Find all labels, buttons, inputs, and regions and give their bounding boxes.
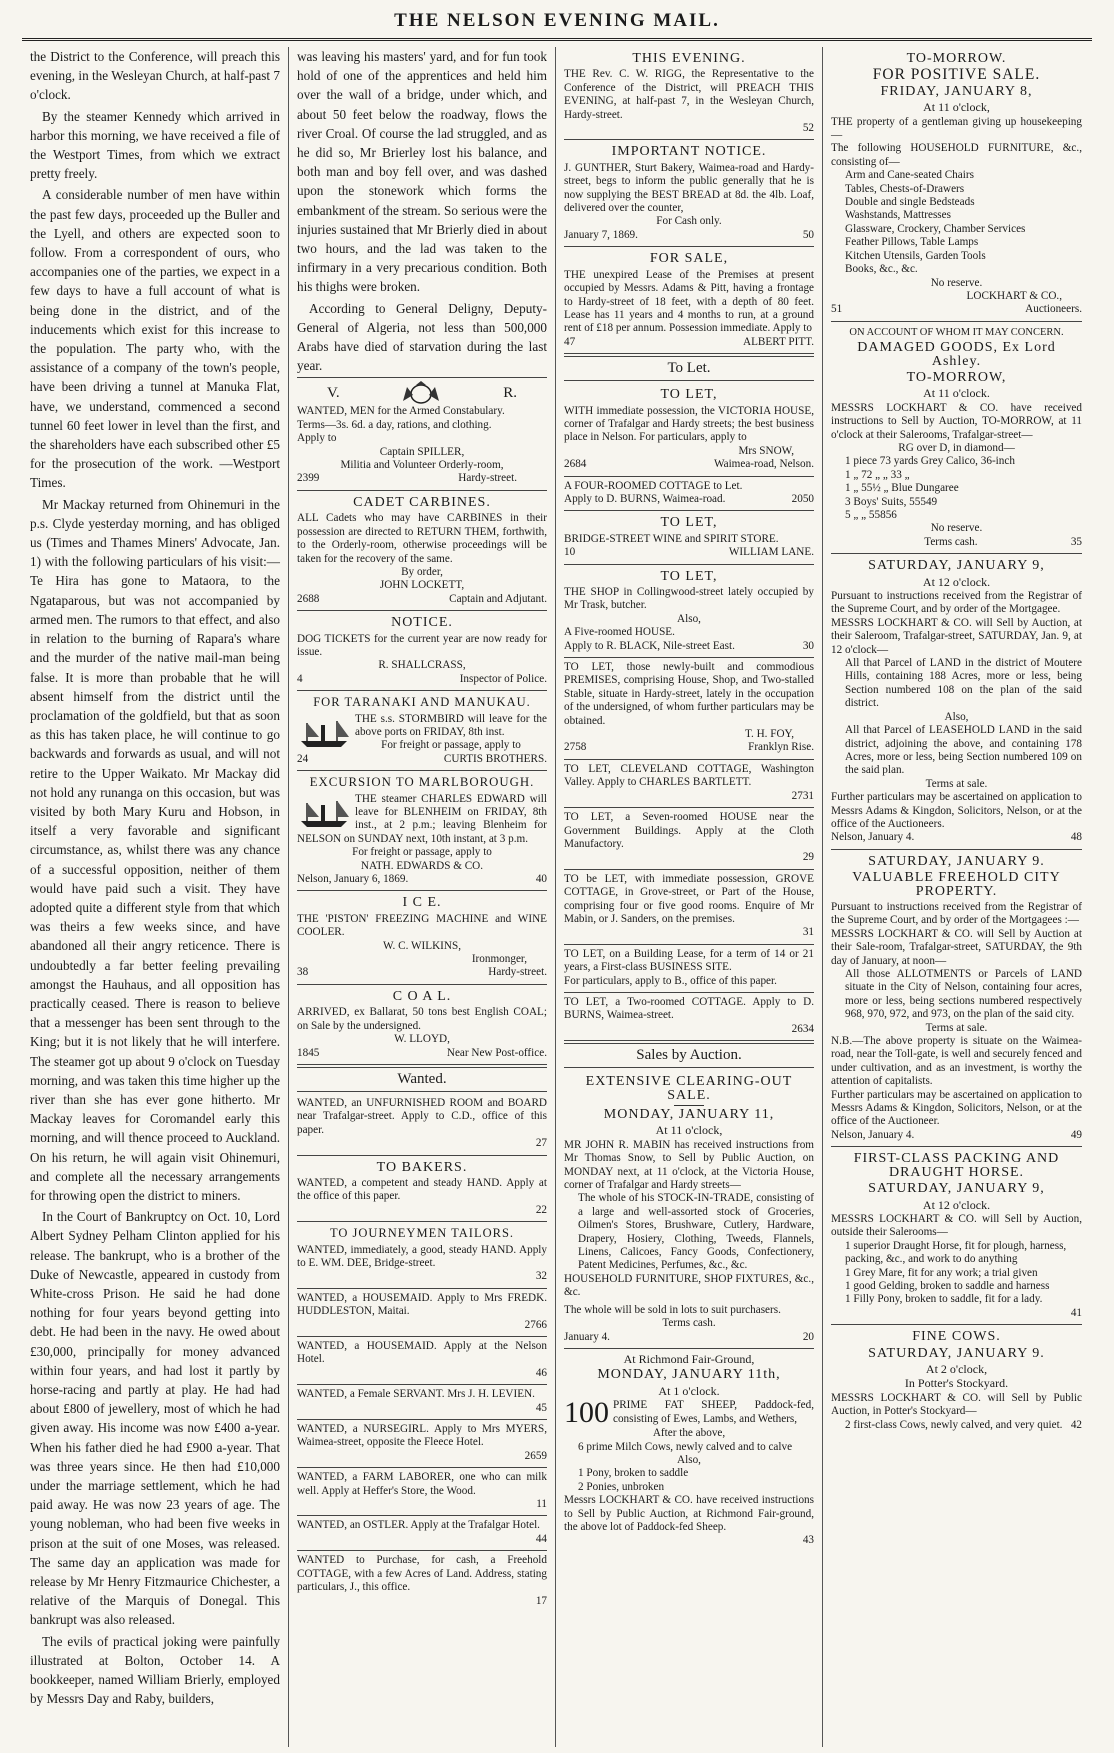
- ad-text: THE property of a gentleman giving up housekeeping—: [831, 115, 1082, 142]
- ad-text: MESSRS LOCKHART & CO. will Sell by Auction, at their Saleroom, Trafalgar-street, SATURDAY, Jan. 9, at 12 o'clock—: [831, 616, 1082, 656]
- ad-apply: Apply to: [297, 432, 337, 445]
- ad-text: MESSRS LOCKHART & CO. have received instructions to Sell by Auction, TO-MORROW, at 11 o'clock at their Salerooms, Trafalgar-street—: [831, 401, 1082, 441]
- ad-name: W. C. WILKINS,: [383, 939, 461, 952]
- ad-number: 11: [536, 1498, 547, 1511]
- ad-title: I C E.: [402, 895, 442, 911]
- ad-pony: 1 Pony, broken to saddle: [578, 1467, 689, 1480]
- ad-number: 2634: [791, 1022, 814, 1035]
- ad-title: SATURDAY, JANUARY 9,: [868, 558, 1045, 574]
- ad-apply: For freight or passage, apply to: [352, 846, 492, 859]
- list-item: Kitchen Utensils, Garden Tools: [845, 249, 986, 262]
- ad-text: TO LET, those newly-built and commodious PREMISES, comprising House, Shop, and Two-stalled Stable, situate in Hardy-street, lately in the occupation of the undersigned, of whom further particulars may be obtained.: [564, 661, 814, 727]
- ad-two-roomed-cottage: [564, 993, 814, 1041]
- ad-name: WILLIAM LANE.: [728, 546, 814, 559]
- ad-apply: Apply to D. BURNS, Waimea-road.: [564, 492, 726, 505]
- ad-terms: Terms cash.: [662, 1317, 716, 1330]
- ad-role: Ironmonger,: [471, 953, 527, 966]
- ad-seven-roomed-house: [564, 808, 814, 870]
- ad-role: Auctioneers.: [1025, 303, 1082, 316]
- ad-title: FOR TARANAKI AND MANUKAU.: [313, 695, 531, 710]
- ad-title: FIRST-CLASS PACKING AND DRAUGHT HORSE.: [853, 1151, 1060, 1180]
- ad-by: By order,: [401, 565, 443, 578]
- ad-after: After the above,: [652, 1427, 726, 1440]
- ad-this-evening: [564, 47, 814, 140]
- ad-title: TO JOURNEYMEN TAILORS.: [329, 1226, 515, 1241]
- ad-nursegirl: [297, 1420, 547, 1468]
- ad-number: 40: [535, 873, 547, 886]
- ad-name: Captain SPILLER,: [379, 445, 465, 458]
- news-paragraph: By the steamer Kennedy which arrived in harbor this morning, we have received a file of the Westport Times, from which we extract pretty freely.: [30, 108, 280, 182]
- ad-title: FOR SALE,: [649, 251, 729, 267]
- ad-lot: All that Parcel of LAND in the district of Moutere Hills, containing 188 Acres, more or less, being Section numbered 108 on the plan of the said district.: [845, 657, 1082, 710]
- ad-street: Franklyn Rise.: [748, 741, 814, 754]
- ad-street: Hardy-street.: [488, 966, 547, 979]
- ad-name: NATH. EDWARDS & CO.: [360, 859, 484, 872]
- ad-street: Hardy-street.: [458, 472, 517, 485]
- ad-collingwood-shop: [564, 565, 814, 658]
- ad-number: 52: [802, 122, 814, 135]
- ad-name: Mrs SNOW,: [738, 444, 794, 457]
- ad-victoria-house: [564, 383, 814, 476]
- ad-apply: Apply to R. BLACK, Nile-street East.: [564, 639, 735, 652]
- ad-number: 2766: [524, 1318, 547, 1331]
- ad-role: Inspector of Police.: [459, 672, 547, 685]
- ad-text: WANTED, a competent and steady HAND. Apply at the office of this paper.: [297, 1176, 547, 1203]
- ad-text: WANTED, a NURSEGIRL. Apply to Mrs MYERS, Waimea-street, opposite the Fleece Hotel.: [297, 1423, 547, 1449]
- crest-letter-right: R.: [503, 384, 517, 401]
- ad-number: 10: [564, 546, 576, 559]
- ad-street: Waimea-road, Nelson.: [713, 458, 814, 471]
- news-paragraph: The evils of practical joking were painfully illustrated at Bolton, October 14. A bookkeeper, named William Brierly, employed by Messrs Day and Raby, builders,: [30, 1633, 280, 1707]
- ad-number: 29: [802, 851, 814, 864]
- ad-date: SATURDAY, JANUARY 9,: [868, 1181, 1045, 1197]
- ad-wine-store: [564, 511, 814, 564]
- ad-number: 1845: [297, 1046, 320, 1059]
- ad-taranaki: [297, 691, 547, 771]
- ad-number: 47: [564, 335, 576, 348]
- ad-number: 2399: [297, 472, 320, 485]
- ad-number: 30: [802, 639, 814, 652]
- ad-coal: [297, 985, 547, 1065]
- ad-number: 38: [297, 966, 309, 979]
- ad-draught-horse: [831, 1147, 1082, 1325]
- column-3: [556, 47, 823, 1747]
- ad-text: MR JOHN R. MABIN has received instructions from Mr Thomas Snow, to Sell by Public Auction, on MONDAY next, at 11 o'clock, at the Victoria House, corner of Trafalgar and Hardy streets—: [564, 1138, 814, 1192]
- ad-title: EXCURSION TO MARLBOROUGH.: [309, 775, 535, 790]
- ad-building-lease: [564, 945, 814, 993]
- ad-role: Captain and Adjutant.: [449, 592, 547, 605]
- ad-text: WANTED, an OSTLER. Apply at the Trafalgar Hotel.: [297, 1519, 540, 1532]
- ad-title: EXTENSIVE CLEARING-OUT SALE.: [585, 1074, 793, 1103]
- ad-text: WANTED to Purchase, for cash, a Freehold COTTAGE, with a few Acres of Land. Address, stating particulars, J., this office.: [297, 1554, 547, 1594]
- ad-text: THE Rev. C. W. RIGG, the Representative to the Conference of the District, will PREACH THIS EVENING, at half-past 7, in the Wesleyan Church, Hardy-street.: [564, 68, 814, 121]
- ad-excursion: [297, 771, 547, 891]
- ad-lots: The whole will be sold in lots to suit purchasers.: [564, 1303, 781, 1316]
- ad-date: Nelson, January 6, 1869.: [297, 873, 409, 886]
- ad-mark: RG over D, in diamond—: [898, 441, 1015, 454]
- ad-title: TO LET,: [660, 515, 718, 531]
- ad-date: FRIDAY, JANUARY 8,: [880, 83, 1033, 99]
- ad-big-number: 100: [564, 1396, 609, 1430]
- ad-purchase: [297, 1551, 547, 1612]
- ad-number: 49: [1070, 1128, 1082, 1141]
- ad-also: Also,: [677, 1453, 701, 1466]
- ad-text: WANTED, a Female SERVANT. Mrs J. H. LEVIEN.: [297, 1388, 535, 1401]
- ad-apply: For freight or passage, apply to: [381, 739, 521, 752]
- ad-nb: N.B.—The above property is situate on the Waimea-road, near the Toll-gate, is well and securely fenced and under cultivation, and as an investment, is worthy the attention of capitalists.: [831, 1035, 1082, 1088]
- ad-time: At 12 o'clock.: [922, 574, 991, 589]
- column-1: [22, 47, 289, 1747]
- ad-for-sale: [564, 247, 814, 354]
- ad-room-wanted: [297, 1094, 547, 1156]
- list-item: Washstands, Mattresses: [845, 209, 951, 222]
- royal-crest: [297, 381, 547, 405]
- ad-text: MESSRS LOCKHART & CO. will Sell by Auction, outside their Salerooms—: [831, 1212, 1082, 1239]
- ad-number: 27: [535, 1137, 547, 1150]
- ad-richmond-sheep: [564, 1349, 814, 1552]
- ad-number: 2659: [524, 1449, 547, 1462]
- steamship-icon: [297, 713, 351, 751]
- ad-number: 41: [1070, 1306, 1082, 1319]
- ad-text: TO LET, a Two-roomed COTTAGE. Apply to D. BURNS, Waimea-street.: [564, 995, 814, 1022]
- ad-number: 2758: [564, 741, 587, 754]
- ad-text: WANTED, MEN for the Armed Constabulary.: [297, 405, 505, 418]
- ad-sub: TO-MORROW,: [906, 369, 1007, 385]
- ad-title: NOTICE.: [391, 615, 453, 631]
- list-item: 1 Filly Pony, broken to saddle, fit for a lady.: [845, 1293, 1043, 1306]
- news-paragraph: was leaving his masters' yard, and for fun took hold of one of the apprentices and held him over the wall of a bridge, under which, and about 50 feet below the roadway, flows the river Croal. Of course the lad struggled, and as he did so, Mr Brierley lost his balance, and both man and boy fell over, and was dashed upon the stonework which forms the embankment of the stream. So serious were the injuries sustained that Mr Brierly died in about two hours, and the lad was taken to the infirmary in a very precarious condition. Both his thighs were broken.: [297, 49, 547, 295]
- ad-stock: The whole of his STOCK-IN-TRADE, consisting of a large and well-assorted stock of Groceries, Oilmen's Stores, Brushware, Cutlery, Hardware, Drapery, Hosiery, Clothing, Tweeds, Flannels, Linens, Calicoes, Fancy Goods, Confectionery, Patent Medicines, Perfumes, &c., &c.: [578, 1192, 814, 1272]
- ad-time: At 1 o'clock.: [658, 1383, 720, 1398]
- ad-title: DAMAGED GOODS, Ex Lord Ashley.: [857, 340, 1056, 369]
- ad-name: T. H. FOY,: [744, 728, 794, 741]
- ad-number: 22: [535, 1203, 547, 1216]
- list-item: 3 Boys' Suits, 55549: [845, 495, 938, 508]
- list-item: 1 superior Draught Horse, fit for plough, harness, packing, &c., and work to do anything: [845, 1239, 1067, 1266]
- ad-tailors: [297, 1222, 547, 1289]
- ad-street: Near New Post-office.: [446, 1046, 547, 1059]
- crest-icon: [391, 381, 451, 405]
- ad-five-roomed: A Five-roomed HOUSE.: [564, 626, 675, 639]
- ad-ostler: [297, 1516, 547, 1551]
- ad-time: At 11 o'clock,: [923, 100, 990, 115]
- ad-text: WANTED, an UNFURNISHED ROOM and BOARD near Trafalgar-street. Apply to C.D., office of this paper.: [297, 1096, 547, 1136]
- ad-ponies: 2 Ponies, unbroken: [578, 1480, 665, 1493]
- ad-terms: Terms at sale.: [925, 1021, 988, 1034]
- ad-text: THE SHOP in Collingwood-street lately occupied by Mr Trask, butcher.: [564, 586, 814, 612]
- ad-cash: For Cash only.: [656, 215, 722, 228]
- ad-number: 2684: [564, 458, 587, 471]
- ad-also: Also,: [944, 710, 969, 723]
- ad-time: At 2 o'clock,: [925, 1361, 988, 1376]
- ad-city-property: [831, 850, 1082, 1148]
- list-item: Arm and Cane-seated Chairs: [845, 169, 974, 182]
- ad-account: ON ACCOUNT OF WHOM IT MAY CONCERN.: [849, 326, 1064, 338]
- ad-following: The following HOUSEHOLD FURNITURE, &c., consisting of—: [831, 142, 1082, 168]
- ad-important-notice: [564, 140, 814, 247]
- ad-text: WANTED, immediately, a good, steady HAND. Apply to E. WM. DEE, Bridge-street.: [297, 1243, 547, 1269]
- ad-text: DOG TICKETS for the current year are now ready for issue.: [297, 632, 547, 658]
- ad-text: PRIME FAT SHEEP, Paddock-fed, consisting of Ewes, Lambs, and Wethers,: [613, 1399, 814, 1425]
- ad-cows: 6 prime Milch Cows, newly calved and to calve: [578, 1440, 793, 1453]
- list-item: 2 first-class Cows, newly calved, and very quiet.: [845, 1418, 1063, 1431]
- ad-number: 4: [297, 672, 303, 685]
- ad-number: 44: [535, 1532, 547, 1545]
- ad-lot: All that Parcel of LEASEHOLD LAND in the said district, adjoining the above, and containing 178 Acres, more or less, being Section numbered 109 on the said plan.: [845, 724, 1082, 777]
- ad-date: SATURDAY, JANUARY 9.: [868, 1345, 1045, 1361]
- ad-time: At 11 o'clock,: [655, 1123, 723, 1138]
- ad-number: 51: [831, 303, 843, 316]
- ad-number: 35: [1070, 535, 1082, 548]
- ad-title: IMPORTANT NOTICE.: [611, 144, 767, 160]
- ad-time: At 11 o'clock.: [923, 386, 990, 401]
- ad-servant: [297, 1385, 547, 1420]
- ad-date: MONDAY, JANUARY 11,: [603, 1107, 775, 1122]
- news-paragraph: According to General Deligny, Deputy-General of Algeria, not less than 500,000 Arabs have died of starvation during the last year.: [297, 300, 547, 374]
- list-item: 5 „ „ 55856: [845, 509, 897, 521]
- ad-text: TO be LET, with immediate possession, GROVE COTTAGE, in Grove-street, or Part of the House, comprising four or five good rooms. Enquire of Mr Mabin, or J. Sanders, on the premises.: [564, 872, 814, 925]
- ad-number: 43: [802, 1534, 814, 1547]
- ad-farm-laborer: [297, 1468, 547, 1516]
- ad-number: 2731: [791, 789, 814, 802]
- ad-footer: Messrs LOCKHART & CO. have received instructions to Sell by Public Auction, at Richmond Fair-ground, the above lot of Paddock-fed Sheep.: [564, 1494, 814, 1533]
- ad-furniture: HOUSEHOLD FURNITURE, SHOP FIXTURES, &c., &c.: [564, 1272, 814, 1299]
- ad-number: 45: [535, 1401, 547, 1414]
- ad-number: 48: [1070, 831, 1082, 844]
- list-item: 1 „ 55½ „ Blue Dungaree: [845, 482, 959, 495]
- ad-apply: For particulars, apply to B., office of this paper.: [564, 974, 777, 987]
- ad-lot: All those ALLOTMENTS or Parcels of LAND situate in the City of Nelson, containing four acres, more or less, being sections numbered respectively 968, 970, 972, and 973, on the plan of the said city.: [845, 968, 1082, 1021]
- ad-text: THE unexpired Lease of the Premises at present occupied by Messrs. Adams & Pitt, having a frontage to Hardy-street of 18 feet, with a depth of 80 feet. Lease has 11 years and 4 months to run, at a ground rent of £18 per annum. Possession immediate. Apply to: [564, 268, 814, 335]
- ad-further: Further particulars may be ascertained on application to Messrs Adams & Kingdon, Solicitors, Nelson, or at the office of the Auctioneers.: [831, 791, 1082, 830]
- ad-text: THE steamer CHARLES EDWARD will leave for BLENHEIM on FRIDAY, 8th inst., at 2 p.m.; leaving Blenheim for NELSON on SUNDAY next, 10th instant, at 3 p.m.: [297, 792, 547, 845]
- ad-pursuant: Pursuant to instructions received from the Registrar of the Supreme Court, and by order of the Mortgagee.: [831, 590, 1082, 616]
- ad-text: TO LET, a Seven-roomed HOUSE near the Government Buildings. Apply at the Cloth Manufactory.: [564, 811, 814, 850]
- ad-grove-cottage: [564, 870, 814, 945]
- ad-text: TO LET, on a Building Lease, for a term of 14 or 21 years, a First-class BUSINESS SITE.: [564, 947, 814, 974]
- ad-title: TO LET,: [660, 387, 718, 403]
- list-item: 1 piece 73 yards Grey Calico, 36-inch: [845, 455, 1015, 468]
- column-4: [823, 47, 1090, 1747]
- list-item: 1 „ 72 „ „ 33 „: [845, 468, 910, 481]
- ad-title: C O A L.: [392, 988, 452, 1004]
- news-paragraph: A considerable number of men have within the past few days, proceeded up the Buller and the Lyell, and others are expected soon to follow. From a correspondent of ours, who accompanies one of the parties, we expect in a few days to have a full account of what is being done in the district, and of the inducements which exist for this increase to the population. The party who, with the assistance of a company of the town's people, have been driving a tunnel at Manuka Flat, have, we understand, commenced a second tunnel 60 feet lower in level than the first, and the shareholders have each subscribed other £5 for the prosecution of the work. —Westport Times.: [30, 187, 280, 491]
- ad-number: 31: [802, 926, 814, 939]
- ad-number: 2050: [791, 492, 814, 505]
- column-2: [289, 47, 556, 1747]
- ad-text: WANTED, a FARM LABORER, one who can milk well. Apply at Heffer's Store, the Wood.: [297, 1471, 547, 1497]
- ad-housemaid-1: [297, 1289, 547, 1337]
- ad-sale: FOR POSITIVE SALE.: [872, 66, 1041, 84]
- ad-notice: [297, 611, 547, 691]
- ad-title: TO LET,: [660, 568, 718, 584]
- ad-armed-constabulary: [297, 377, 547, 490]
- section-heading-to-let: To Let.: [564, 356, 814, 381]
- ad-name: JOHN LOCKETT,: [379, 579, 465, 592]
- list-item: Books, &c., &c.: [845, 263, 918, 276]
- ad-time: At 12 o'clock.: [922, 1197, 991, 1212]
- ad-cadet-carbines: [297, 491, 547, 611]
- ad-terms: Terms cash.: [924, 535, 978, 548]
- ad-text: ARRIVED, ex Ballarat, 50 tons best English COAL; on Sale by the undersigned.: [297, 1006, 547, 1032]
- ad-title: SATURDAY, JANUARY 9.: [868, 853, 1045, 869]
- ad-text: THE 'PISTON' FREEZING MACHINE and WINE COOLER.: [297, 912, 547, 939]
- ad-text: J. GUNTHER, Sturt Bakery, Waimea-road and Hardy-street, begs to inform the public generally that he is now supplying the BEST BREAD at 8d. the 4lb. Loaf, delivered over the counter,: [564, 161, 814, 215]
- ad-number: 24: [297, 752, 309, 765]
- ad-terms: Terms—3s. 6d. a day, rations, and clothing.: [297, 418, 492, 431]
- ad-text: ALL Cadets who may have CARBINES in their possession are directed to RETURN THEM, forthwith, to the Orderly-room, otherwise proceedings will be taken for the recovery of the same.: [297, 512, 547, 565]
- ad-reserve: No reserve.: [930, 522, 983, 535]
- steamship-icon: [297, 793, 351, 831]
- list-item: 1 good Gelding, broken to saddle and harness: [845, 1279, 1050, 1292]
- ad-pursuant: Pursuant to instructions received from the Registrar of the Supreme Court, and by order of the Mortgagees :—: [831, 900, 1082, 927]
- ad-date: MONDAY, JANUARY 11th,: [597, 1367, 781, 1383]
- ad-cleveland-cottage: [564, 760, 814, 808]
- ad-sub: VALUABLE FREEHOLD CITY PROPERTY.: [852, 870, 1061, 899]
- news-paragraph: In the Court of Bankruptcy on Oct. 10, Lord Albert Sydney Pelham Clinton applied for his release. The bankrupt, who is a brother of the Duke of Newcastle, appeared in custody from White-cross Prison. He said he had done nothing for four years beyond getting into debt. He had been in the navy. He owed about £30,000, principally for money advanced within four years, and had lost it partly by horse-racing and partly at play. He had had about £800 of jewellery, most of which he had given away. His income was now £400 a-year. When his father died he had £900 a-year. That was three years since. He then had £10,000 under the marriage settlement, which he had paid away. He was now 23 years of age. The young nobleman, who had been five weeks in prison at the suit of one Moses, was released. The same day an application was made for release by Mr Henry Fitzmaurice Chichester, a relative of the Marquis of Donegal. This bankrupt was also released.: [30, 1209, 280, 1628]
- ad-number: 32: [535, 1270, 547, 1283]
- news-paragraph: the District to the Conference, will preach this evening, in the Wesleyan Church, at half-past 7 o'clock.: [30, 49, 280, 103]
- ad-date: January 7, 1869.: [564, 228, 638, 241]
- ad-bakers: [297, 1156, 547, 1223]
- ad-title: TO-MORROW.: [906, 51, 1007, 66]
- ad-name: LOCKHART & CO.,: [966, 289, 1062, 302]
- ad-date: Nelson, January 4.: [831, 831, 915, 844]
- ad-number: 46: [535, 1366, 547, 1379]
- ad-text: MESSRS LOCKHART & CO. will Sell by Auction at their Sale-room, Trafalgar-street, SATURDAY, the 9th day of January, at noon—: [831, 927, 1082, 967]
- news-paragraph: Mr Mackay returned from Ohinemuri in the p.s. Clyde yesterday morning, and has obliged us (Times and Thames Miners' Advocate, Jan. 1) with the following particulars of his visit:—Te Hira has gone to Mataora, to the Ngataparous, but was not accompanied by armed men. The rumors to that effect, and also in relation to the burning of Rapara's whare and the murder of the native mail-man being false. It is more than probable that he will absent himself from the district until the proclamation of the goldfield, but that as soon as this has taken place, he will continue to go backwards and forwards as usual, and will not retire to the Upper Waikato. Mr Mackay did not hold any runanga on this occasion, but was visited by both Mary Kuru and Hobson, in itself a very favorable and significant circumstance, as, whilst there was any chance of a successful opposition, neither of them would have paid such a visit. They have adopted quite a different style from that which was theirs a few weeks since, and have abandoned all their angry reticence. There is undoubtedly a far better feeling prevailing amongst the Hauhaus, and all opposition has practically ceased. There is reason to believe that a messenger has been sent through to the King; but it is not likely that he will interfere. The steamer got up about 9 o'clock on Tuesday morning, and was taken this time higher up the river than she has ever gone hitherto. Mr Mackay leaves for Coromandel early this morning, and will thence proceed to Auckland. On his return, he will again visit Ohinemuri, and complete all the necessary arrangements for throwing open the district to miners.: [30, 496, 280, 1203]
- ad-name: ALBERT PITT.: [742, 335, 814, 348]
- ad-office: Militia and Volunteer Orderly-room,: [340, 459, 504, 472]
- ad-number: 17: [535, 1594, 547, 1607]
- ad-text: MESSRS LOCKHART & CO. will Sell by Public Auction, in Potter's Stockyard—: [831, 1391, 1082, 1418]
- ad-further: Further particulars may be ascertained on application to Messrs Adams & Kingdon, Solicitors, Nelson, or at the office of the Auctioneer.: [831, 1088, 1082, 1128]
- section-heading-auction: Sales by Auction.: [564, 1043, 814, 1068]
- ad-name: W. LLOYD,: [394, 1033, 450, 1046]
- ad-text: TO LET, CLEVELAND COTTAGE, Washington Valley. Apply to CHARLES BARTLETT.: [564, 762, 814, 789]
- list-item: Feather Pillows, Table Lamps: [845, 236, 979, 249]
- ad-place: In Potter's Stockyard.: [904, 1376, 1009, 1391]
- ad-name: CURTIS BROTHERS.: [443, 752, 547, 765]
- ad-text: WITH immediate possession, the VICTORIA HOUSE, corner of Trafalgar and Hardy streets; the best business place in Nelson. For particulars, apply to: [564, 404, 814, 444]
- list-item: Double and single Bedsteads: [845, 196, 975, 209]
- list-item: Glassware, Crockery, Chamber Services: [845, 222, 1026, 235]
- list-item: 1 Grey Mare, fit for any work; a trial given: [845, 1266, 1038, 1279]
- ad-fine-cows: [831, 1325, 1082, 1436]
- ad-text: BRIDGE-STREET WINE and SPIRIT STORE.: [564, 532, 779, 545]
- ad-positive-sale: [831, 47, 1082, 322]
- ad-ice: [297, 891, 547, 984]
- ad-date: Nelson, January 4.: [831, 1128, 915, 1141]
- ad-title: TO BAKERS.: [376, 1159, 468, 1175]
- ad-housemaid-2: [297, 1337, 547, 1385]
- list-item: Tables, Chests-of-Drawers: [845, 182, 965, 195]
- ad-number: 42: [1070, 1418, 1082, 1431]
- ad-name: R. SHALLCRASS,: [378, 659, 466, 672]
- ad-title: FINE COWS.: [912, 1329, 1001, 1345]
- ad-text: WANTED, a HOUSEMAID. Apply to Mrs FREDK. HUDDLESTON, Maitai.: [297, 1291, 547, 1318]
- section-heading-wanted: Wanted.: [297, 1067, 547, 1092]
- ad-clearing-sale: [564, 1070, 814, 1349]
- ad-text: WANTED, a HOUSEMAID. Apply at the Nelson Hotel.: [297, 1340, 547, 1366]
- ad-text: A FOUR-ROOMED COTTAGE to Let.: [564, 479, 743, 492]
- ad-also: Also,: [677, 612, 701, 625]
- ad-title: THIS EVENING.: [632, 51, 746, 66]
- ad-saturday-land: [831, 554, 1082, 850]
- masthead: THE NELSON EVENING MAIL.: [22, 0, 1092, 41]
- ad-damaged-goods: [831, 322, 1082, 555]
- ad-number: 50: [802, 228, 814, 241]
- crest-letter-left: V.: [327, 384, 340, 401]
- ad-title: At Richmond Fair-Ground,: [623, 1351, 755, 1366]
- ad-hardy-premises: [564, 658, 814, 760]
- ad-title: CADET CARBINES.: [353, 494, 491, 510]
- ad-terms: Terms at sale.: [925, 777, 988, 790]
- ad-number: 20: [802, 1330, 814, 1343]
- ad-date: January 4.: [564, 1330, 610, 1343]
- ad-number: 2688: [297, 592, 320, 605]
- ad-text: THE s.s. STORMBIRD will leave for the above ports on FRIDAY, 8th inst.: [355, 712, 547, 738]
- ad-four-roomed-cottage: [564, 477, 814, 512]
- ad-reserve: No reserve.: [930, 276, 983, 289]
